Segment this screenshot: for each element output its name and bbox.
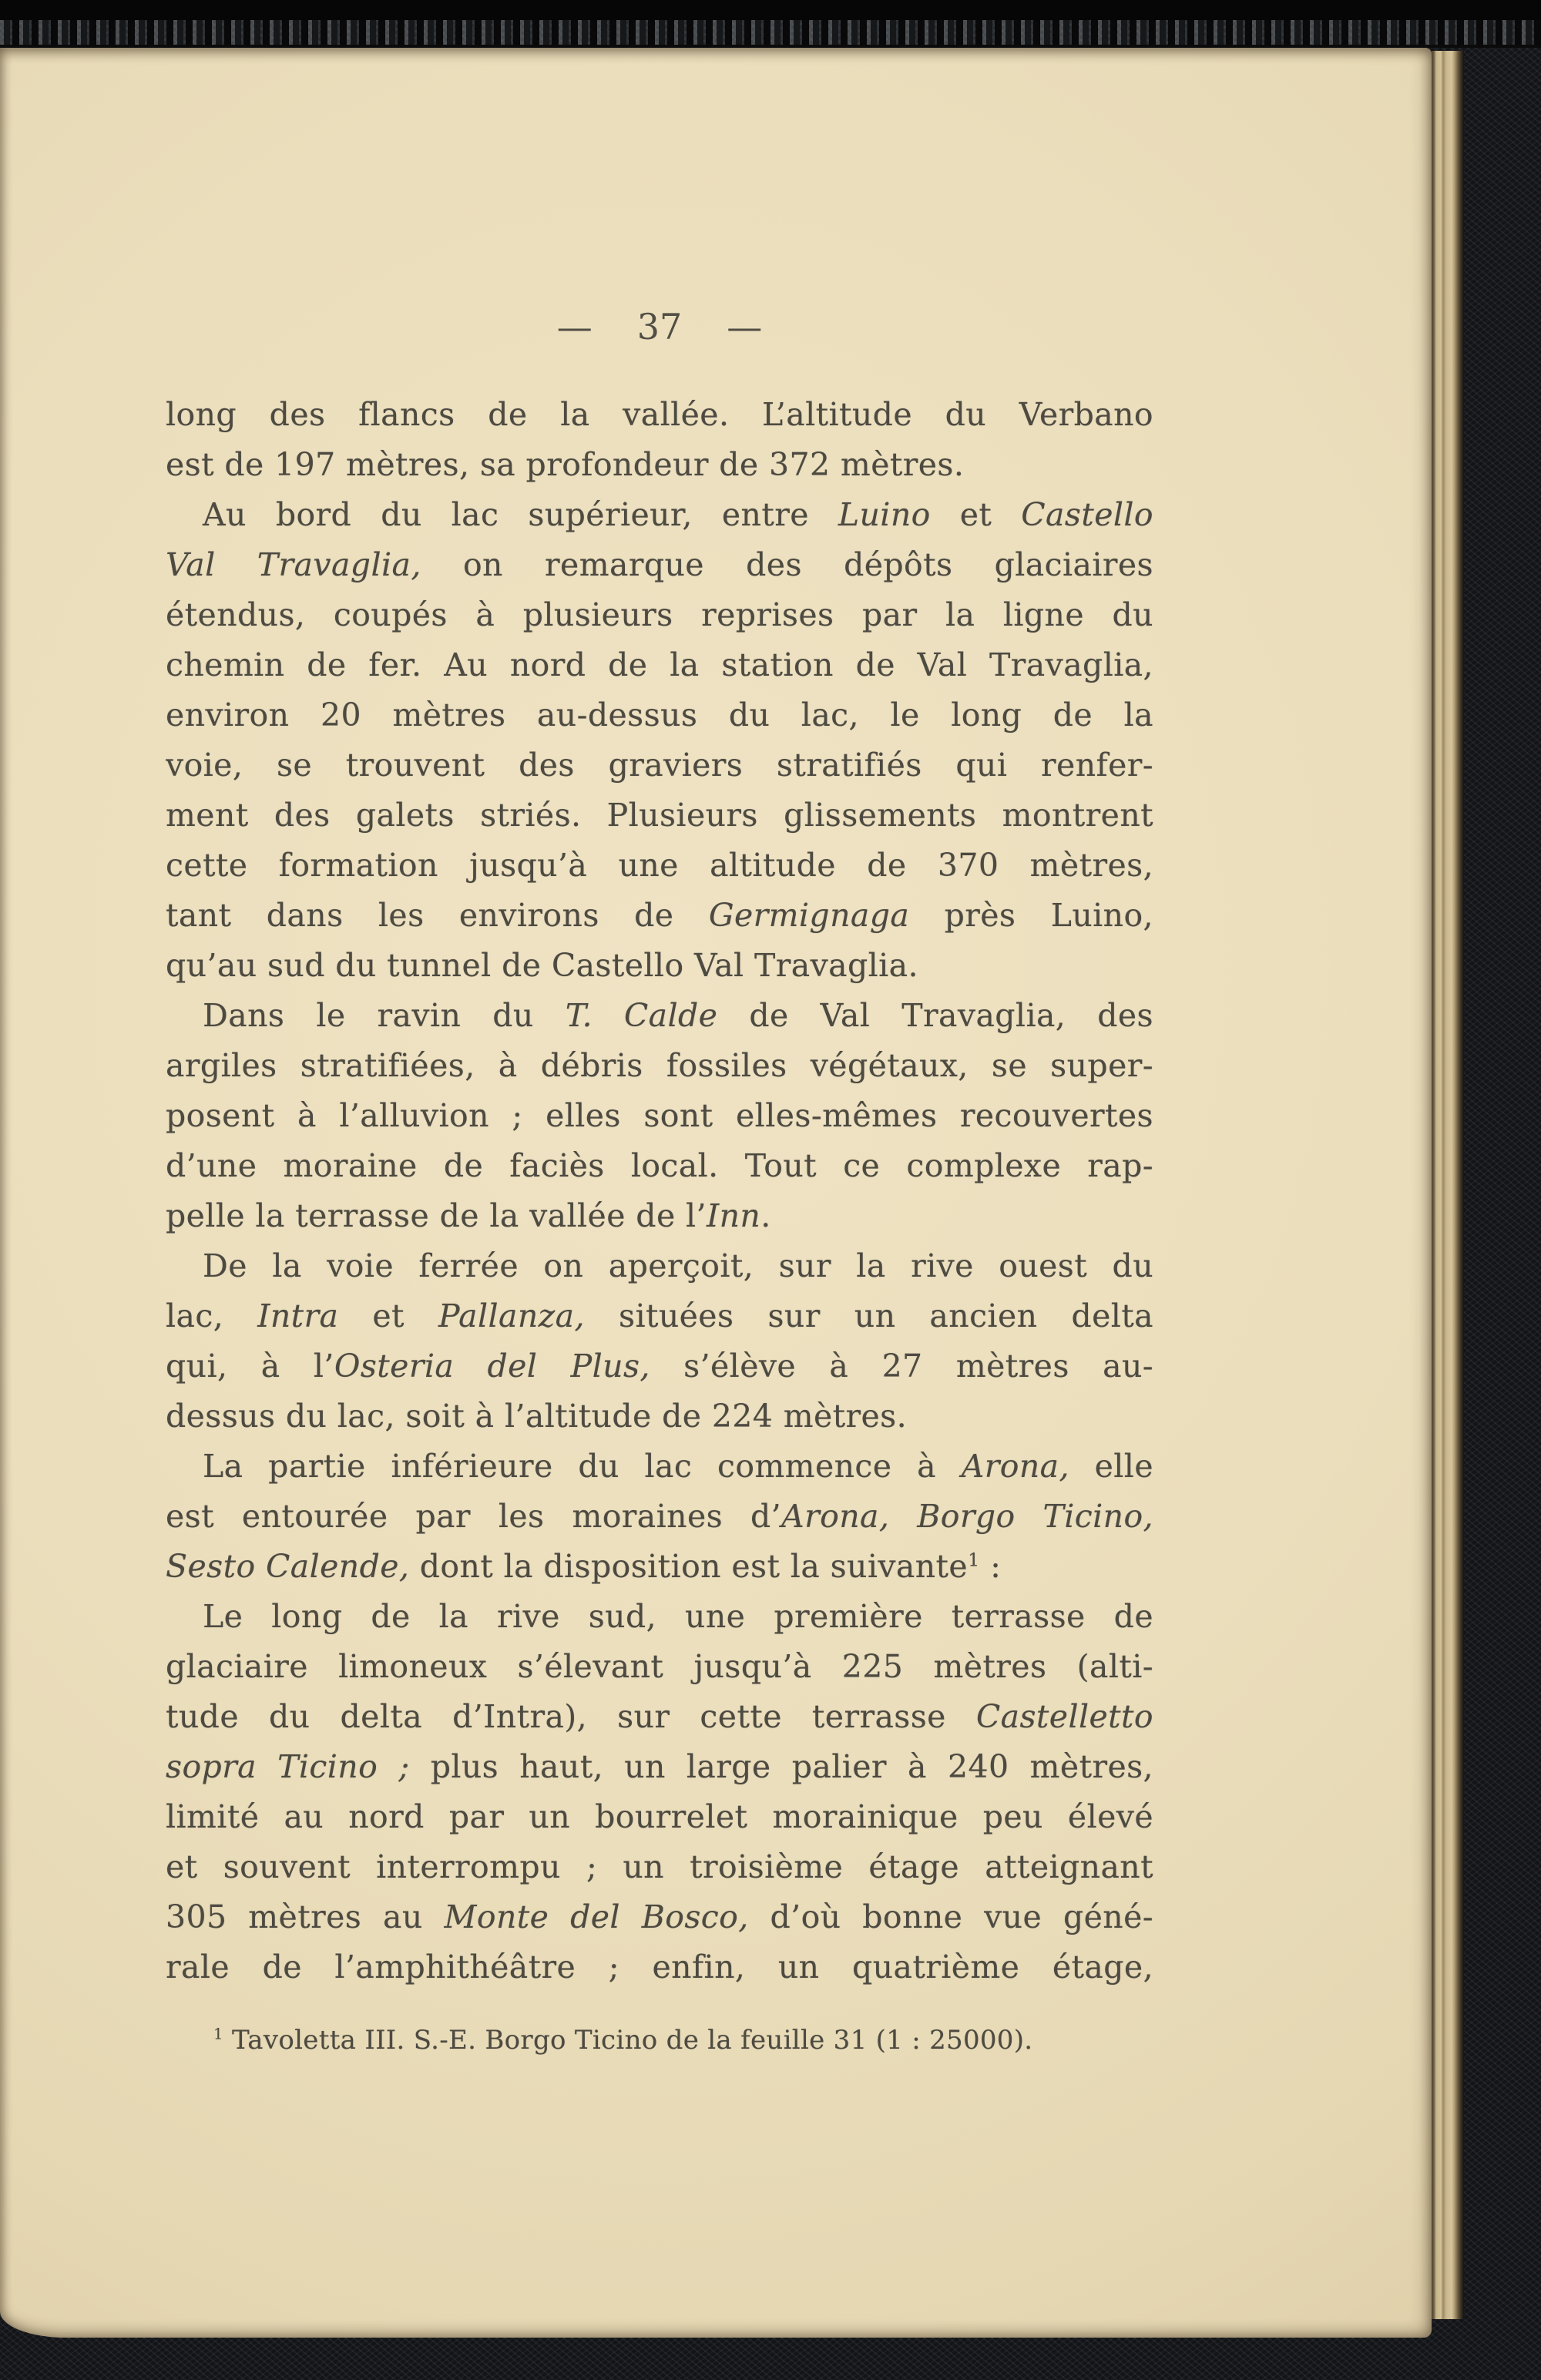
text-line: [166, 640, 1153, 690]
text-segment: rale de l’amphithéâtre ; enfin, un quatrième étage,: [166, 1949, 1153, 1986]
text-line: [166, 1241, 1153, 1291]
text-line: [166, 1892, 1153, 1942]
text-segment: La partie inférieure du lac commence à: [203, 1448, 962, 1485]
text-segment: limité au nord par un bourrelet morainique peu élevé: [166, 1798, 1153, 1835]
text-segment: est de 197 mètres, sa profondeur de 372 mètres.: [166, 446, 965, 483]
text-line: [166, 1341, 1153, 1391]
text-line: [166, 841, 1153, 891]
text-segment: de Val Travaglia, des: [717, 997, 1153, 1034]
text-segment: étendus, coupés à plusieurs reprises par la ligne du: [166, 596, 1153, 633]
text-line: [166, 1191, 1153, 1241]
italic-text: Arona, Borgo Ticino,: [781, 1498, 1153, 1535]
text-line: [166, 1091, 1153, 1141]
text-segment: plus haut, un large palier à 240 mètres,: [409, 1748, 1153, 1785]
footnote-marker: 1: [968, 1549, 980, 1571]
text-line: [166, 1942, 1153, 1992]
book-cover-stitch-texture: [0, 20, 1541, 48]
text-line: [166, 1492, 1153, 1542]
page-header: [166, 307, 1153, 347]
page-number-right-dash: —: [727, 306, 763, 347]
text-line: [166, 1442, 1153, 1492]
text-segment: et: [930, 496, 1022, 533]
text-segment: et: [338, 1297, 438, 1334]
book-page-edges: [1432, 51, 1464, 2319]
text-line: [166, 390, 1153, 440]
page-number: 37: [636, 306, 683, 347]
text-segment: Le long de la rive sud, une première terrasse de: [203, 1598, 1153, 1635]
text-segment: De la voie ferrée on aperçoit, sur la rive ouest du: [203, 1247, 1153, 1284]
italic-text: Inn: [707, 1197, 761, 1234]
text-line: [166, 1792, 1153, 1842]
book-cover-top-edge: [0, 0, 1541, 20]
footnote: [166, 2023, 1153, 2057]
text-segment: on remarque des dépôts glaciaires: [421, 546, 1153, 583]
text-line: [166, 891, 1153, 941]
text-line: [166, 791, 1153, 841]
text-segment: d’où bonne vue géné-: [748, 1898, 1153, 1935]
text-line: [166, 490, 1153, 540]
text-segment: est entourée par les moraines d’: [166, 1498, 782, 1535]
italic-text: Val Travaglia,: [166, 546, 421, 583]
text-segment: voie, se trouvent des graviers stratifiés qui renfer-: [166, 747, 1153, 784]
italic-text: sopra Ticino ;: [166, 1748, 410, 1785]
text-segment: 305 mètres au: [166, 1898, 445, 1935]
italic-text: Germignaga: [708, 897, 910, 934]
text-segment: chemin de fer. Au nord de la station de Val Travaglia,: [166, 646, 1153, 683]
text-segment: environ 20 mètres au-dessus du lac, le long de la: [166, 697, 1153, 733]
text-segment: tant dans les environs de: [166, 897, 709, 934]
text-segment: Tavoletta III. S.-E. Borgo Ticino de la feuille 31 (1 : 25000).: [223, 2025, 1033, 2056]
italic-text: Arona,: [961, 1448, 1069, 1485]
text-line: [166, 991, 1153, 1041]
text-line: [166, 590, 1153, 640]
text-segment: et souvent interrompu ; un troisième étage atteignant: [166, 1848, 1153, 1885]
text-segment: pelle la terrasse de la vallée de l’: [166, 1197, 707, 1234]
text-line: [166, 690, 1153, 740]
text-segment: dont la disposition est la suivante: [409, 1548, 969, 1585]
text-segment: qui, à l’: [166, 1348, 334, 1385]
text-line: [166, 1642, 1153, 1692]
text-line: [166, 1542, 1153, 1592]
italic-text: Osteria del Plus,: [334, 1348, 650, 1385]
footnote-marker: 1: [213, 2025, 223, 2043]
text-segment: d’une moraine de faciès local. Tout ce complexe rap-: [166, 1147, 1153, 1184]
italic-text: Luino: [838, 496, 931, 533]
text-line: [166, 1692, 1153, 1742]
text-segment: long des flancs de la vallée. L’altitude du Verbano: [166, 396, 1153, 433]
text-segment: Dans le ravin du: [203, 997, 566, 1034]
text-segment: lac,: [166, 1297, 258, 1334]
text-segment: glaciaire limoneux s’élevant jusqu’à 225 mètres (alti-: [166, 1648, 1153, 1685]
italic-text: Castello: [1021, 496, 1153, 533]
text-line: [166, 1391, 1153, 1442]
text-segment: .: [760, 1197, 771, 1234]
text-segment: situées sur un ancien delta: [584, 1297, 1153, 1334]
text-segment: près Luino,: [909, 897, 1153, 934]
text-segment: argiles stratifiées, à débris fossiles végétaux, se super-: [166, 1047, 1153, 1084]
italic-text: Castelletto: [975, 1698, 1153, 1735]
text-segment: ment des galets striés. Plusieurs glissements montrent: [166, 797, 1153, 834]
text-segment: Au bord du lac supérieur, entre: [203, 496, 838, 533]
text-line: [166, 1842, 1153, 1892]
text-segment: elle: [1069, 1448, 1153, 1485]
text-line: [166, 540, 1153, 590]
body-text: [166, 390, 1153, 1992]
text-line: [166, 941, 1153, 991]
text-line: [166, 1291, 1153, 1341]
italic-text: Intra: [257, 1297, 339, 1334]
page-number-left-dash: —: [556, 306, 593, 347]
italic-text: Pallanza,: [438, 1297, 585, 1334]
italic-text: Sesto Calende,: [166, 1548, 410, 1585]
text-segment: posent à l’alluvion ; elles sont elles-mêmes recouvertes: [166, 1097, 1153, 1134]
text-line: [166, 1141, 1153, 1191]
text-line: [166, 740, 1153, 791]
text-segment: qu’au sud du tunnel de Castello Val Travaglia.: [166, 947, 918, 984]
italic-text: Monte del Bosco,: [444, 1898, 749, 1935]
text-segment: cette formation jusqu’à une altitude de 370 mètres,: [166, 847, 1153, 884]
text-segment: s’élève à 27 mètres au-: [650, 1348, 1153, 1385]
text-line: [166, 1592, 1153, 1642]
text-line: [166, 440, 1153, 490]
text-line: [166, 1742, 1153, 1792]
text-segment: tude du delta d’Intra), sur cette terrasse: [166, 1698, 976, 1735]
text-segment: :: [979, 1548, 1002, 1585]
italic-text: T. Calde: [565, 997, 718, 1034]
text-line: [166, 1041, 1153, 1091]
text-segment: dessus du lac, soit à l’altitude de 224 mètres.: [166, 1398, 908, 1435]
book-page: [0, 48, 1432, 2338]
